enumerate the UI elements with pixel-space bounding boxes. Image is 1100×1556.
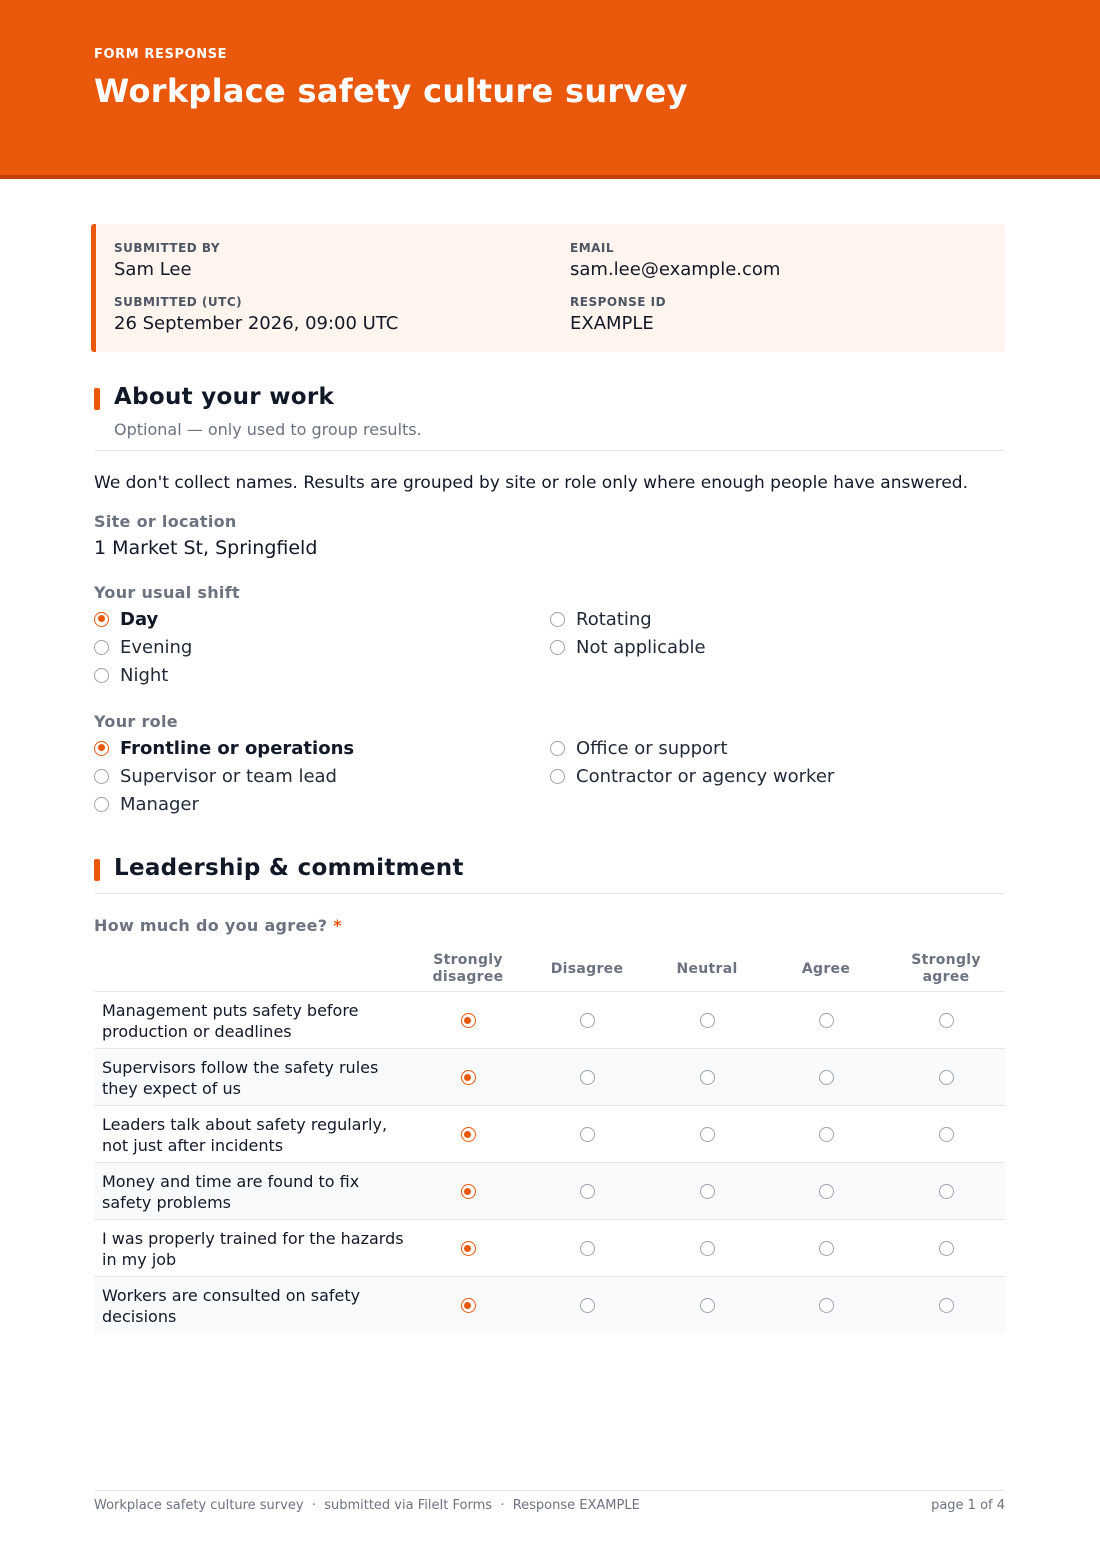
radio-empty-icon[interactable] — [700, 1298, 715, 1313]
radio-empty-icon[interactable] — [939, 1127, 954, 1142]
role-label: Your role — [94, 712, 178, 731]
radio-empty-icon[interactable] — [939, 1070, 954, 1085]
form-response-eyebrow: FORM RESPONSE — [94, 47, 228, 62]
table-row — [94, 1048, 1005, 1105]
radio-empty-icon[interactable] — [819, 1013, 834, 1028]
role-option-label: Office or support — [576, 737, 728, 759]
site-label: Site or location — [94, 512, 237, 531]
role-option-office-or-support[interactable] — [550, 735, 728, 761]
role-option-manager[interactable] — [94, 791, 199, 817]
shift-option-label: Night — [120, 664, 169, 686]
radio-empty-icon[interactable] — [580, 1298, 595, 1313]
radio-empty-icon[interactable] — [580, 1127, 595, 1142]
radio-empty-icon[interactable] — [700, 1070, 715, 1085]
radio-empty-icon[interactable] — [580, 1070, 595, 1085]
response-id — [570, 295, 666, 334]
scale-header-neutral: Neutral — [676, 960, 738, 977]
shift-option-label: Not applicable — [576, 636, 706, 658]
submission-meta-card — [91, 224, 1005, 352]
shift-option-night[interactable] — [94, 662, 168, 688]
submitted-utc-label: SUBMITTED (UTC) — [114, 295, 243, 309]
radio-empty-icon[interactable] — [700, 1013, 715, 1028]
section-title-about — [94, 384, 334, 410]
shift-option-rotating[interactable] — [550, 606, 652, 632]
statement-text: Workers are consulted on safety decisions — [102, 1285, 361, 1326]
radio-empty-icon[interactable] — [550, 640, 565, 655]
email-label: EMAIL — [570, 241, 615, 255]
radio-selected-icon[interactable] — [461, 1184, 476, 1199]
page-header — [0, 0, 1100, 179]
scale-header-disagree: Disagree — [550, 960, 624, 977]
radio-empty-icon[interactable] — [580, 1184, 595, 1199]
email — [570, 241, 780, 280]
radio-empty-icon[interactable] — [819, 1070, 834, 1085]
radio-empty-icon[interactable] — [94, 640, 109, 655]
role-option-label: Contractor or agency worker — [576, 765, 835, 787]
shift-option-day[interactable] — [94, 606, 158, 632]
shift-option-label: Evening — [120, 636, 193, 658]
response-id-label: RESPONSE ID — [570, 295, 667, 309]
radio-empty-icon[interactable] — [94, 668, 109, 683]
radio-selected-icon[interactable] — [461, 1013, 476, 1028]
role-option-contractor-or-agency-worker[interactable] — [550, 763, 834, 789]
radio-selected-icon[interactable] — [461, 1070, 476, 1085]
radio-empty-icon[interactable] — [94, 797, 109, 812]
role-option-label: Manager — [120, 793, 199, 815]
agreement-question — [94, 916, 342, 935]
footer-info: Workplace safety culture survey · submitted via FileIt Forms · Response EXAMPLE — [94, 1498, 640, 1513]
radio-empty-icon[interactable] — [939, 1241, 954, 1256]
radio-empty-icon[interactable] — [550, 741, 565, 756]
statement-text: Supervisors follow the safety rules they expect of us — [102, 1057, 379, 1098]
statement-text: I was properly trained for the hazards in my job — [102, 1228, 404, 1269]
section-divider — [94, 893, 1005, 894]
section-divider — [94, 450, 1005, 451]
radio-empty-icon[interactable] — [550, 769, 565, 784]
shift-option-evening[interactable] — [94, 634, 192, 660]
radio-empty-icon[interactable] — [94, 769, 109, 784]
radio-empty-icon[interactable] — [939, 1013, 954, 1028]
radio-empty-icon[interactable] — [819, 1298, 834, 1313]
statement-text: Leaders talk about safety regularly, not just after incidents — [102, 1114, 388, 1155]
radio-empty-icon[interactable] — [580, 1241, 595, 1256]
email-value: sam.lee@example.com — [570, 259, 781, 280]
statement-text: Money and time are found to fix safety problems — [102, 1171, 360, 1212]
section-accent-bar — [94, 388, 100, 410]
page-title: Workplace safety culture survey — [94, 72, 688, 110]
submitted-utc — [114, 295, 398, 334]
radio-empty-icon[interactable] — [700, 1184, 715, 1199]
response-id-value: EXAMPLE — [570, 313, 654, 334]
submitted-by-label: SUBMITTED BY — [114, 241, 221, 255]
table-row — [94, 1219, 1005, 1276]
statement-text: Management puts safety before production or deadlines — [102, 1000, 359, 1041]
submitted-by — [114, 241, 220, 280]
shift-option-not-applicable[interactable] — [550, 634, 706, 660]
required-marker: * — [333, 916, 342, 935]
submitted-utc-value: 26 September 2026, 09:00 UTC — [114, 313, 399, 334]
scale-header-strongly-disagree: Strongly disagree — [432, 952, 504, 985]
agreement-question-text: How much do you agree? — [94, 916, 328, 935]
table-row — [94, 1162, 1005, 1219]
scale-header-strongly-agree: Strongly agree — [911, 952, 981, 985]
site-value: 1 Market St, Springfield — [94, 537, 318, 559]
radio-empty-icon[interactable] — [700, 1241, 715, 1256]
radio-empty-icon[interactable] — [550, 612, 565, 627]
radio-selected-icon[interactable] — [94, 612, 109, 627]
submitted-by-value: Sam Lee — [114, 259, 192, 280]
radio-empty-icon[interactable] — [939, 1184, 954, 1199]
section-title-leadership — [94, 855, 464, 881]
radio-empty-icon[interactable] — [819, 1127, 834, 1142]
role-option-label: Frontline or operations — [120, 737, 355, 759]
role-option-frontline-or-operations[interactable] — [94, 735, 354, 761]
shift-option-label: Rotating — [576, 608, 652, 630]
section-accent-bar — [94, 859, 100, 881]
table-row — [94, 1276, 1005, 1333]
section-title-about-text: About your work — [114, 384, 335, 410]
footer-divider — [94, 1490, 1005, 1491]
radio-selected-icon[interactable] — [94, 741, 109, 756]
page-number: page 1 of 4 — [931, 1498, 1005, 1513]
radio-empty-icon[interactable] — [580, 1013, 595, 1028]
section-title-leadership-text: Leadership & commitment — [114, 855, 464, 881]
role-option-supervisor-or-team-lead[interactable] — [94, 763, 337, 789]
radio-selected-icon[interactable] — [461, 1298, 476, 1313]
radio-empty-icon[interactable] — [700, 1127, 715, 1142]
radio-selected-icon[interactable] — [461, 1127, 476, 1142]
radio-selected-icon[interactable] — [461, 1241, 476, 1256]
privacy-note: We don't collect names. Results are grouped by site or role only where enough people have answered. — [94, 473, 968, 493]
role-option-label: Supervisor or team lead — [120, 765, 337, 787]
scale-header-agree: Agree — [801, 960, 851, 977]
section-subtitle-about: Optional — only used to group results. — [114, 420, 422, 439]
table-row — [94, 991, 1005, 1048]
shift-option-label: Day — [120, 608, 159, 630]
table-row — [94, 1105, 1005, 1162]
radio-empty-icon[interactable] — [819, 1241, 834, 1256]
radio-empty-icon[interactable] — [819, 1184, 834, 1199]
shift-label: Your usual shift — [94, 583, 240, 602]
radio-empty-icon[interactable] — [939, 1298, 954, 1313]
